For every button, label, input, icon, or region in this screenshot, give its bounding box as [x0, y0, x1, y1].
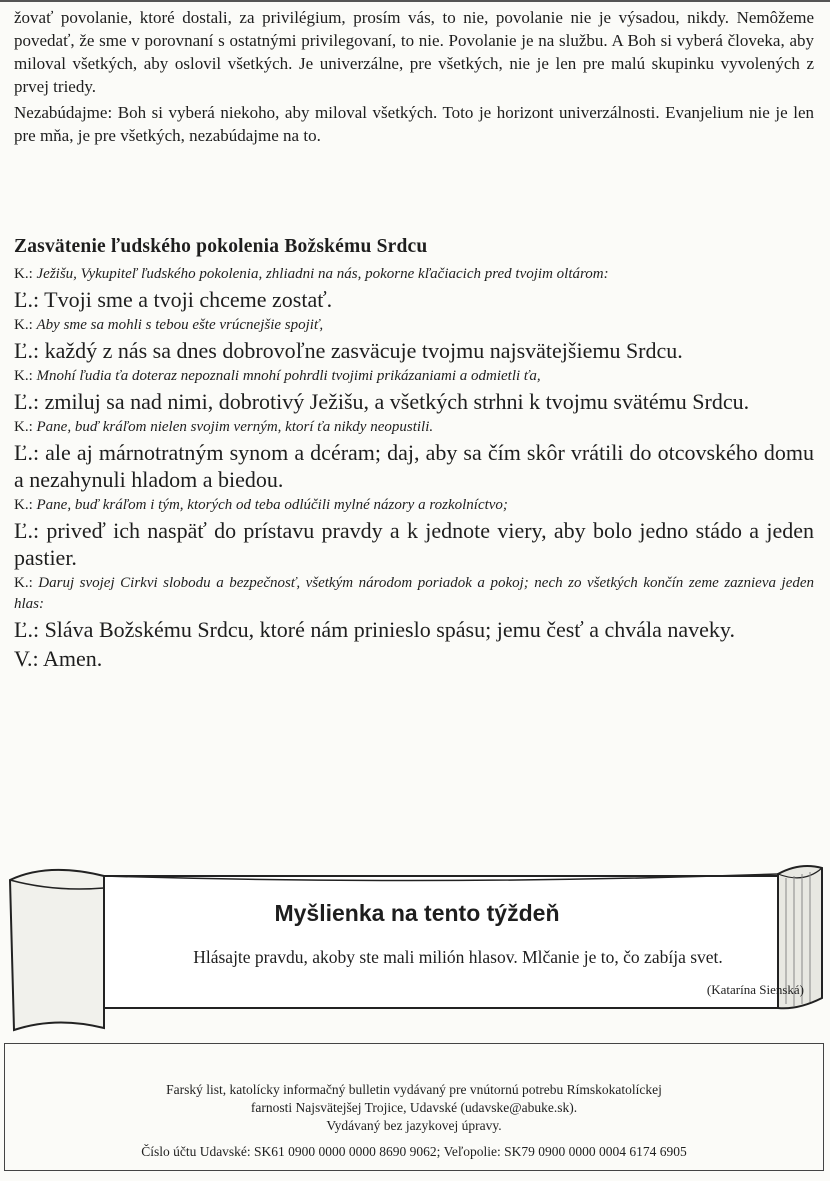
- prayer-text: priveď ich naspäť do prístavu pravdy a k jednote viery, aby bolo jedno stádo a jeden pastier.: [14, 518, 815, 570]
- footer-line-1: Farský list, katolícky informačný bulletin vydávaný pre vnútornú potrebu Rímskokatolíckej: [166, 1082, 662, 1097]
- thought-quote: Hlásajte pravdu, akoby ste mali milión hlasov. Mlčanie je to, čo zabíja svet.: [193, 947, 723, 967]
- intro-paragraph-2: Nezabúdajme: Boh si vyberá niekoho, aby miloval všetkých. Toto je horizont univerzálnosti. Evanjelium nie je len pre mňa, je pre všetkých, nezabúdajme na to.: [14, 103, 814, 145]
- prayer-text: Amen.: [42, 646, 103, 671]
- people-response: [14, 337, 814, 364]
- priest-line: [14, 264, 814, 285]
- prayer-text: každý z nás sa dnes dobrovoľne zasväcuje tvojmu najsvätejšiemu Srdcu.: [44, 338, 683, 363]
- priest-line: [14, 495, 814, 516]
- speaker-label: Ľ.:: [14, 389, 40, 414]
- speaker-label: Ľ.:: [14, 287, 40, 312]
- footer-box: [4, 1043, 824, 1171]
- section-heading: Zasvätenie ľudského pokolenia Božskému Srdcu: [14, 236, 428, 257]
- prayer-text: Aby sme sa mohli s tebou ešte vrúcnejšie spojiť,: [36, 317, 324, 333]
- thought-author: (Katarína Sienská): [706, 982, 804, 997]
- priest-line: [14, 315, 814, 336]
- prayer-text: Ježišu, Vykupiteľ ľudského pokolenia, zhliadni na nás, pokorne kľačiacich pred tvojim oltárom:: [36, 266, 609, 282]
- intro-paragraph-1: žovať povolanie, ktoré dostali, za privilégium, prosím vás, to nie, povolanie nie je výsadou, nikdy. Nemôžeme povedať, že sme v porovnaní s ostatnými privilegovaní, to nie. Povolanie je na službu. A Boh si vyberá človeka, aby miloval všetkých, aby oslovil všetkých. Je univerzálne, pre všetkých, nie je len pre malú skupinku vyvolených z prvej triedy.: [14, 8, 814, 96]
- people-response: [14, 645, 814, 672]
- thought-of-week-scroll: [8, 858, 826, 1036]
- people-response: [14, 616, 814, 643]
- prayer-text: ale aj márnotratným synom a dcéram; daj, aby sa čím skôr vrátili do otcovského domu a nezahynuli hladom a biedou.: [14, 440, 814, 492]
- people-response: [14, 439, 814, 493]
- speaker-label: Ľ.:: [14, 338, 40, 363]
- people-response: [14, 286, 814, 313]
- speaker-label: K.:: [14, 575, 33, 591]
- prayer-text: Mnohí ľudia ťa doteraz nepoznali mnohí pohrdli tvojimi prikázaniami a odmietli ťa,: [36, 368, 541, 384]
- footer-line-2: farnosti Najsvätejšej Trojice, Udavské (udavske@abuke.sk).: [250, 1100, 578, 1115]
- footer-line-3: Vydávaný bez jazykovej úpravy.: [326, 1118, 502, 1133]
- priest-line: [14, 417, 814, 438]
- footer-bank-accounts: Číslo účtu Udavské: SK61 0900 0000 0000 8690 9062; Veľopolie: SK79 0900 0000 0004 6174 6905: [141, 1144, 687, 1159]
- priest-line: [14, 366, 814, 387]
- speaker-label: V.:: [14, 646, 39, 671]
- speaker-label: K.:: [14, 419, 33, 435]
- speaker-label: Ľ.:: [14, 440, 40, 465]
- speaker-label: Ľ.:: [14, 518, 40, 543]
- priest-line: [14, 573, 814, 615]
- prayer-text: Daruj svojej Cirkvi slobodu a bezpečnosť, všetkým národom poriadok a pokoj; nech zo všetkých končín zeme zaznieva jeden hlas:: [14, 575, 815, 612]
- speaker-label: K.:: [14, 266, 33, 282]
- speaker-label: Ľ.:: [14, 617, 40, 642]
- prayer-text: Tvoji sme a tvoji chceme zostať.: [44, 287, 333, 312]
- prayer-text: Pane, buď kráľom nielen svojim verným, ktorí ťa nikdy neopustili.: [36, 419, 434, 435]
- speaker-label: K.:: [14, 368, 33, 384]
- prayer-text: Sláva Božskému Srdcu, ktoré nám prinieslo spásu; jemu česť a chvála naveky.: [44, 617, 735, 642]
- consecration-prayer: [14, 264, 814, 674]
- thought-title: Myšlienka na tento týždeň: [274, 900, 560, 926]
- people-response: [14, 388, 814, 415]
- intro-text: [14, 6, 814, 150]
- prayer-text: Pane, buď kráľom i tým, ktorých od teba odlúčili mylné názory a rozkolníctvo;: [36, 497, 508, 513]
- speaker-label: K.:: [14, 317, 33, 333]
- people-response: [14, 517, 814, 571]
- prayer-text: zmiluj sa nad nimi, dobrotivý Ježišu, a všetkých strhni k tvojmu svätému Srdcu.: [44, 389, 750, 414]
- top-rule: [0, 0, 830, 2]
- speaker-label: K.:: [14, 497, 33, 513]
